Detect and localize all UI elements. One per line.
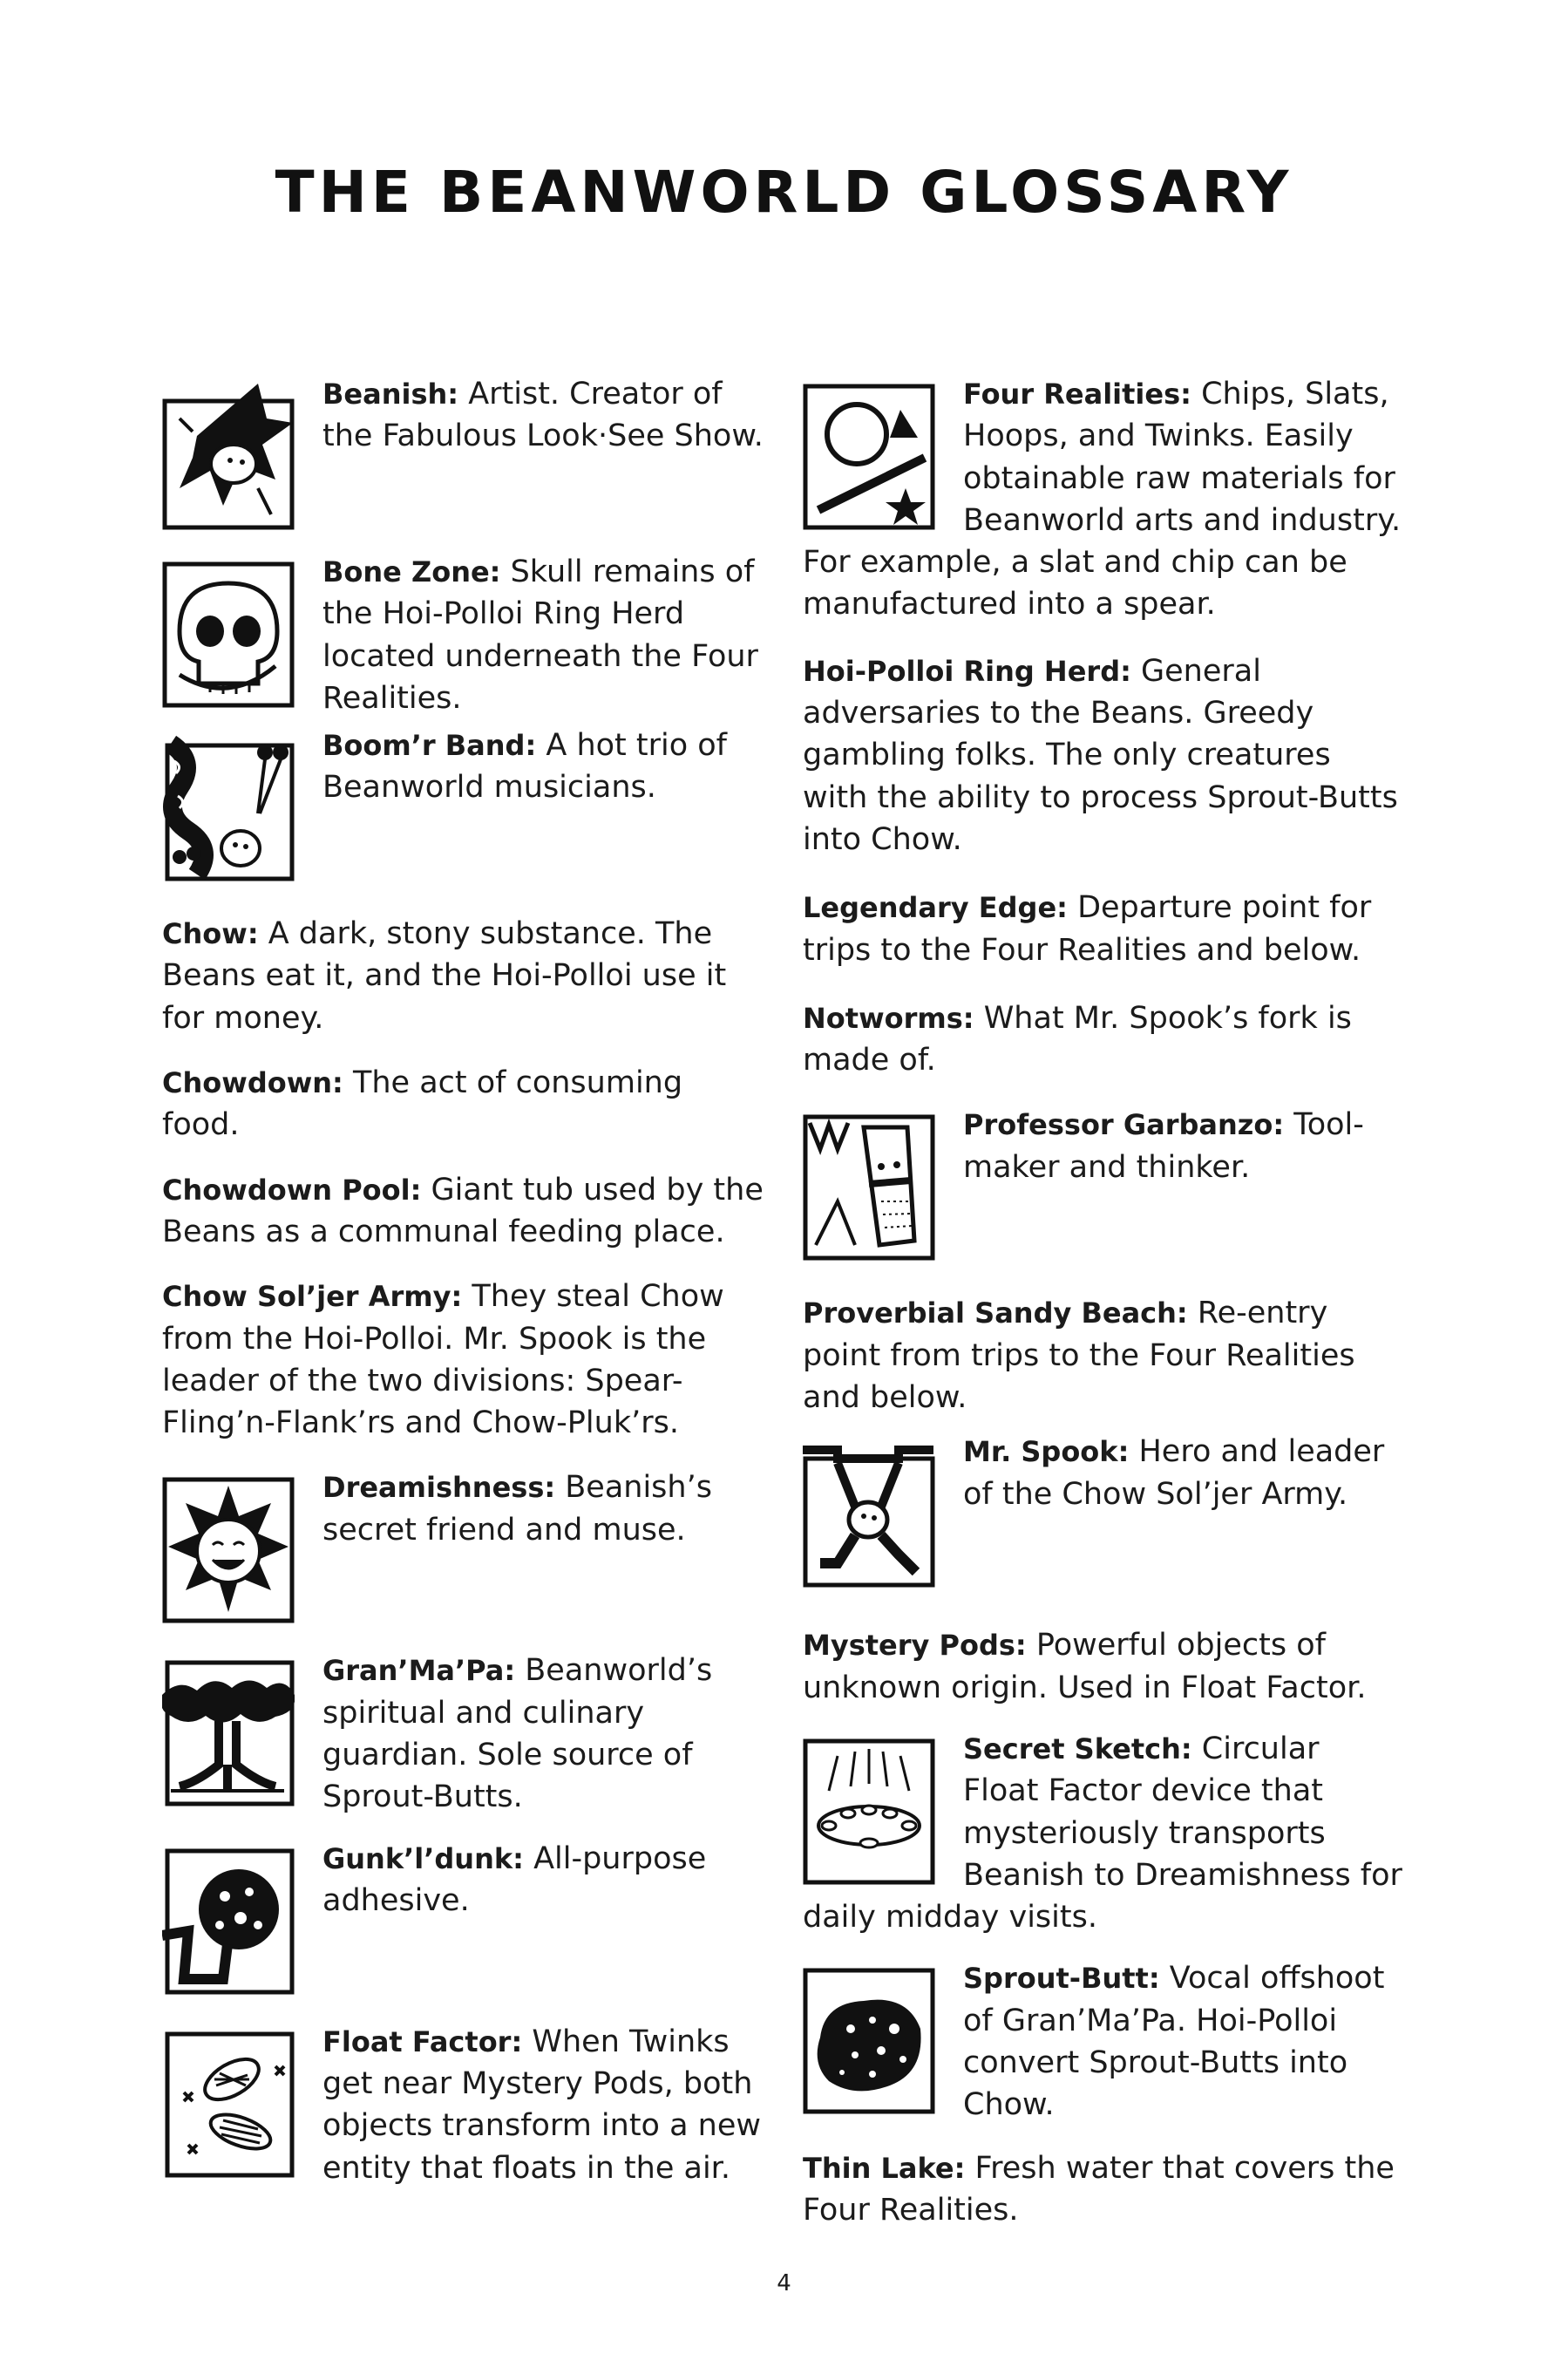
glossary-definition: Chips, Slats, Hoops, and Twinks. Easily obtainable raw materials for Beanworld arts and industry. For example, a slat and chip can be manufactured into a spear. xyxy=(803,377,1402,623)
glossary-entry xyxy=(162,725,764,888)
glossary-definition: Beanworld’s spiritual and culinary guardian. Sole source of Sprout-Butts. xyxy=(322,1653,713,1815)
glossary-entry xyxy=(162,551,764,719)
glossary-entry xyxy=(803,1728,1404,1938)
glossary-definition: The act of consuming food. xyxy=(162,1065,683,1143)
glossary-entry xyxy=(162,2021,764,2189)
boomr-band-icon xyxy=(162,735,295,881)
sprout-butt-icon xyxy=(803,1968,935,2114)
glossary-definition: Giant tub used by the Beans as a communal feeding place. xyxy=(162,1172,764,1249)
glossary-definition: A hot trio of Beanworld musicians. xyxy=(322,728,727,806)
glossary-definition: General adversaries to the Beans. Greedy gambling folks. The only creatures with the ability to process Sprout-Butts into Chow. xyxy=(803,653,1398,857)
glossary-term: Chow: xyxy=(162,917,259,951)
glossary-definition: Departure point for trips to the Four Realities and below. xyxy=(803,890,1372,968)
glossary-entry xyxy=(803,887,1404,971)
glossary-definition: Circular Float Factor device that mysteriously transports Beanish to Dreamishness for daily midday visits. xyxy=(803,1731,1402,1936)
glossary-term: Mr. Spook: xyxy=(963,1435,1130,1469)
glossary-term: Float Factor: xyxy=(322,2024,523,2058)
skull-icon xyxy=(162,561,295,708)
gunkldunk-icon xyxy=(162,1848,295,1995)
glossary-definition: When Twinks get near Mystery Pods, both objects transform into a new entity that floats in the air. xyxy=(322,2024,762,2186)
glossary-entry xyxy=(162,1169,764,1254)
glossary-column-right xyxy=(803,373,1404,2231)
mr-spook-icon xyxy=(803,1441,935,1588)
glossary-definition: Powerful objects of unknown origin. Used in Float Factor. xyxy=(803,1628,1367,1705)
glossary-term: Bone Zone: xyxy=(322,555,501,588)
four-realities-icon xyxy=(803,384,935,530)
glossary-term: Hoi-Polloi Ring Herd: xyxy=(803,654,1131,688)
glossary-definition: Hero and leader of the Chow Sol’jer Army. xyxy=(963,1434,1385,1512)
granmapa-icon xyxy=(162,1660,295,1806)
float-factor-icon xyxy=(162,2031,295,2178)
glossary-definition: They steal Chow from the Hoi-Polloi. Mr. Spook is the leader of the two divisions: Spear-Fling’n-Flank’rs and Chow-Pluk’rs. xyxy=(162,1279,724,1441)
glossary-entry xyxy=(803,997,1404,1082)
glossary-definition: Artist. Creator of the Fabulous Look·See Show. xyxy=(322,377,764,454)
glossary-entry xyxy=(803,650,1404,861)
glossary-term: Four Realities: xyxy=(963,378,1191,411)
glossary-definition: A dark, stony substance. The Beans eat it, and the Hoi-Polloi use it for money. xyxy=(162,916,727,1036)
glossary-column-left xyxy=(162,373,764,2189)
glossary-term: Notworms: xyxy=(803,1001,974,1035)
glossary-entry xyxy=(803,1104,1404,1268)
glossary-entry xyxy=(162,1650,764,1818)
page-number: 4 xyxy=(777,2270,791,2296)
glossary-term: Secret Sketch: xyxy=(963,1731,1192,1766)
glossary-entry xyxy=(803,1292,1404,1419)
glossary-term: Boom’r Band: xyxy=(322,729,537,763)
dreamishness-icon xyxy=(162,1477,295,1623)
glossary-entry xyxy=(803,1624,1404,1709)
glossary-term: Sprout-Butt: xyxy=(963,1962,1160,1996)
glossary-term: Chowdown: xyxy=(162,1066,343,1100)
glossary-term: Thin Lake: xyxy=(803,2151,966,2185)
glossary-definition: Fresh water that covers the Four Realities. xyxy=(803,2150,1395,2228)
glossary-definition: Skull remains of the Hoi-Polloi Ring Herd located underneath the Four Realities. xyxy=(322,554,758,716)
glossary-term: Proverbial Sandy Beach: xyxy=(803,1296,1188,1330)
glossary-entry xyxy=(803,2147,1404,2232)
secret-sketch-icon xyxy=(803,1738,935,1885)
glossary-entry xyxy=(162,913,764,1039)
glossary-entry xyxy=(162,1466,764,1630)
glossary-term: Chow Sol’jer Army: xyxy=(162,1280,463,1314)
glossary-term: Dreamishness: xyxy=(322,1471,556,1505)
glossary-term: Chowdown Pool: xyxy=(162,1173,422,1207)
glossary-term: Beanish: xyxy=(322,378,459,411)
glossary-entry xyxy=(162,1062,764,1146)
glossary-definition: Tool-maker and thinker. xyxy=(963,1107,1364,1185)
glossary-term: Professor Garbanzo: xyxy=(963,1108,1285,1142)
page-title: THE BEANWORLD GLOSSARY xyxy=(275,159,1293,226)
glossary-definition: Vocal offshoot of Gran’Ma’Pa. Hoi-Polloi convert Sprout-Butts into Chow. xyxy=(963,1961,1385,2123)
glossary-entry xyxy=(162,1276,764,1444)
beanish-icon xyxy=(162,384,295,530)
glossary-entry xyxy=(803,373,1404,626)
glossary-entry xyxy=(803,1431,1404,1595)
glossary-definition: Beanish’s secret friend and muse. xyxy=(322,1470,712,1548)
glossary-entry xyxy=(162,373,764,537)
professor-garbanzo-icon xyxy=(803,1114,935,1261)
glossary-entry xyxy=(803,1957,1404,2126)
glossary-definition: Re-entry point from trips to the Four Realities and below. xyxy=(803,1296,1355,1416)
glossary-definition: All-purpose adhesive. xyxy=(322,1840,707,1918)
glossary-term: Gunk’l’dunk: xyxy=(322,1841,524,1875)
glossary-definition: What Mr. Spook’s fork is made of. xyxy=(803,1000,1352,1078)
glossary-entry xyxy=(162,1838,764,2002)
glossary-term: Legendary Edge: xyxy=(803,891,1068,925)
glossary-term: Mystery Pods: xyxy=(803,1629,1027,1663)
glossary-term: Gran’Ma’Pa: xyxy=(322,1654,516,1688)
